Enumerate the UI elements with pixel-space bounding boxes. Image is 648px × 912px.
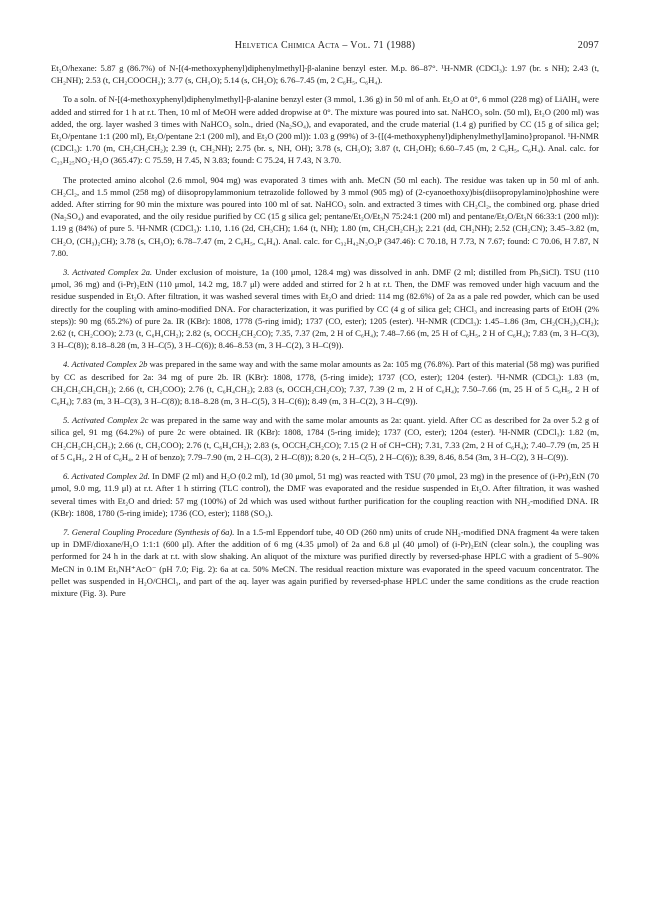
section-heading: 6. Activated Complex 2d. xyxy=(63,471,150,482)
paragraph-phosphoramidite xyxy=(51,174,599,259)
paragraph-text: Under exclusion of moisture, 1a (100 μmol, 128.4 mg) was dissolved in anh. DMF (2 ml; distilled from Ph₃SiCl). TSU (110 μmol, 36 mg) and (i-Pr)₂EtN (110 μmol, 14.2 mg, 18.7 μl) were added and stirred for 2 h at r.t. Then, the DMF was removed under high vacuum and the residue suspended in Et₂O. After filtration, it was washed several times with Et₂O and dried: 114 mg (82.6%) of 2a as a pale red powder, which can be used directly for the coupling with amino-modified DNA. For characterization, it was purified by CC (4 g of silica gel; CHCl₃ and increasing parts of EtOH (2% steps)): 90 mg (65.2%) of pure 2a. IR (KBr): 1808, 1778 (5-ring imid); 1737 (CO, ester); 1205 (ester). ¹H-NMR (CDCl₃): 1.45–1.86 (3m, CH₂(CH₂)₃CH₂); 2.62 (t, CH₂COO); 2.73 (t, C₆H₄CH₂); 2.82 (s, OCCH₂CH₂CO); 7.35, 7.37 (2m, 2 H of C₆H₄); 7.48–7.66 (m, 25 H of C₆H₅, 2 H of C₆H₄); 7.83 (m, 3 H–C(3), 3 H–C(8)); 8.18–8.28 (m, 3 H–C(5), 3 H–C(6)); 8.46–8.53 (m, 3 H–C(2), 3 H–C(9)). xyxy=(51,267,600,351)
paragraph-text: In a 1.5-ml Eppendorf tube, 40 OD (260 nm) units of crude NH₂-modified DNA fragment 4a were taken up in DMF/dioxane/H₂O 1:1:1 (600 μl). After the addition of 6 mg (4.35 μmol) of 2a and 6.8 μl (40 μmol) of (i-Pr)₂EtN (clear soln.), the coupling was performed for 24 h in the dark at r.t. with slow shaking. An aliquot of the mixture was purified directly by reversed-phase HPLC with a gradient of 5–90% MeCN in 0.1M Et₃NH⁺AcO⁻ (pH 7.0; Fig. 2): 6a at ca. 50% MeCN. The residual reaction mixture was evaporated in the speed vacuum concentrator. The pellet was suspended in H₂O/CHCl₃, and part of the aq. layer was again purified by reversed-phase HPLC under the same conditions as the crude reaction mixture (Fig. 3). Pure xyxy=(51,526,599,598)
paragraph-text: The protected amino alcohol (2.6 mmol, 904 mg) was evaporated 3 times with anh. MeCN (50 ml each). The residue was taken up in 50 ml of anh. CH₂Cl₂, and 1.5 mmol (258 mg) of diisopropylammonium tetrazolide followed by 3 mmol (905 mg) of (2-cyanoethoxy)bis(diisopropylamino)phoshine were added. After stirring for 90 min the mixture was poured into 100 ml of sat. NaHCO₃ soln. and extracted 3 times with CH₂Cl₂, the combined org. phase dried (Na₂SO₄) and evaporated, and the oily residue purified by CC (15 g silica gel; pentane/Et₂O/Et₃N 75:24:1 (200 ml) and pentane/Et₂O/Et₃N 66:33:1 (200 ml)): 1.19 g (84%) of pure 5. ¹H-NMR (CDCl₃): 1.10, 1.16 (2d, CH₃CH); 1.64 (t, NH); 1.80 (m, CH₂CH₂CH₂); 2.21 (dd, CH₂NH); 2.52 (CH₂CN); 3.45–3.82 (m, CH₂O, (CH₃)₂CH); 3.78 (s, CH₃O); 6.78–7.47 (m, 2 C₆H₅, C₆H₄). Anal. calc. for C₃₂H₄₂N₃O₃P (347.46): C 70.18, H 7.73, N 7.67; found: C 70.06, H 7.87, N 7.80. xyxy=(51,174,599,258)
paragraph-text: To a soln. of N-[(4-methoxyphenyl)diphenylmethyl]-β-alanine benzyl ester (3 mmol, 1.36 g) in 50 ml of anh. Et₂O at 0°, 6 mmol (228 mg) of LiAlH₄ were added and stirred for 1 h at r.t. Then, 10 ml of MeOH were added dropwise at 0°. The mixture was poured into sat. NaHCO₃ soln. (50 ml), Et₂O (200 ml) was added, the org. layer washed 3 times with NaHCO₃ soln., dried (Na₂SO₄), and evaporated, and the crude material (1.4 g) purified by CC (15 g of silica gel; Et₂O/pentane 1:1 (200 ml), Et₂O/pentane 2:1 (200 ml), and Et₂O (200 ml)): 1.03 g (99%) of 3-{[(4-methoxyphenyl)diphenylmethyl]amino}propanol. ¹H-NMR (CDCl₃): 1.70 (m, CH₂CH₂CH₂); 2.39 (t, CH₂NH); 2.75 (br. s, NH, OH); 3.78 (s, CH₃O); 3.87 (t, CH₂OH); 6.60–7.45 (m, 2 C₆H₅, C₆H₄). Anal. calc. for C₂₃H₂₅NO₂·H₂O (365.47): C 75.59, H 7.45, N 3.83; found: C 75.24, H 7.43, N 3.70. xyxy=(51,94,599,166)
section-heading: 3. Activated Complex 2a. xyxy=(63,267,153,278)
paragraph-complex-2b xyxy=(51,358,599,407)
paragraph-text: Et₂O/hexane: 5.87 g (86.7%) of N-[(4-methoxyphenyl)diphenylmethyl]-β-alanine benzyl ester. M.p. 86–87°. ¹H-NMR (CDCl₃): 1.97 (br. s NH); 2.43 (t, CH₂NH); 2.53 (t, CH₂COOCH₂); 3.77 (s, CH₃O); 5.14 (s, CH₂O); 6.76–7.45 (m, 2 C₆H₅, C₆H₄). xyxy=(51,63,599,86)
section-heading: 7. General Coupling Procedure (Synthesis of 6a). xyxy=(63,526,235,537)
journal-title: Helvetica Chimica Acta – Vol. 71 (1988) xyxy=(234,40,416,51)
paragraph-coupling-procedure xyxy=(51,526,599,599)
running-head xyxy=(51,40,599,54)
paragraph-text: was prepared in the same way and with the same molar amounts as 2a: 105 mg (76.8%). Part of this material (58 mg) was purified by CC as described for 2a: 34 mg of pure 2b. IR (KBr): 1808, 1778, (5-ring imide); 1737 (CO, ester); 1204 (ester). ¹H-NMR (CDCl₃): 1.83 (m, CH₂CH₂CH₂CH₂); 2.66 (t, CH₂COO); 2.76 (t, C₆H₄CH₂); 2.83 (s, OCCH₂CH₂CO); 7.37, 7.39 (2 m, 2 H of C₆H₄); 7.50–7.66 (m, 25 H of 5 C₆H₅, 2 H of C₆H₄); 7.83 (m, 3 H–C(3), 3 H–C(8)); 8.18–8.28 (m, 3 H–C(5), 3 H–C(6)); 8.49 (m, 3 H–C(2), 3 H–C(9)). xyxy=(51,359,599,407)
paragraph-amino-alcohol xyxy=(51,93,599,166)
body-text xyxy=(51,62,599,599)
paragraph-continuation xyxy=(51,62,599,86)
page-number: 2097 xyxy=(577,40,599,51)
paragraph-text: In DMF (2 ml) and H₂O (0.2 ml), 1d (30 μmol, 51 mg) was reacted with TSU (70 μmol, 23 mg) in the presence of (i-Pr)₂EtN (70 μmol, 9.0 mg, 11.9 μl) at r.t. After 1 h stirring (TLC control), the DMF was evaporated and the residue suspended in Et₂O. After filtration, it was washed several times with Et₂O and dried: 57 mg (100%) of 2d which was used without further purification for the coupling reaction with NH₂-modified DNA. IR (KBr): 1808, 1780 (5-ring imide); 1736 (CO, ester); 1188 (SO₃). xyxy=(51,471,599,518)
section-heading: 5. Activated Complex 2c xyxy=(63,415,149,426)
paragraph-complex-2c xyxy=(51,414,599,463)
document-page xyxy=(51,40,599,606)
paragraph-text: was prepared in the same way and with the same molar amounts as 2a: quant. yield. After CC as described for 2a over 5.2 g of silica gel, 91 mg (64.2%) of pure 2c were obtained. IR (KBr): 1808, 1784 (5-ring imide); 1737 (CO, ester); 1204 (ester). ¹H-NMR (CDCl₃): 1.82 (m, CH₂CH₂CH₂CH₂); 2.66 (t, CH₂COO); 2.76 (t, C₆H₄CH₂); 2.83 (s, OCCH₂CH₂CO); 7.15 (2 H of CH=CH); 7.31, 7.33 (2m, 2 H of C₆H₄); 7.40–7.79 (m, 25 H of 5 C₆H₅, 2 H of C₆H₄, 2 H of benzo); 7.79–7.90 (m, 2 H–C(3), 2 H–C(8)); 8.20 (s, 2 H–C(5), 2 H–C(6)); 8.39, 8.46, 8.54 (3m, 3 H–C(2), 3 H–C(9)). xyxy=(51,415,599,462)
section-heading: 4. Activated Complex 2b xyxy=(63,359,148,370)
paragraph-complex-2d xyxy=(51,470,599,519)
paragraph-complex-2a xyxy=(51,266,599,351)
